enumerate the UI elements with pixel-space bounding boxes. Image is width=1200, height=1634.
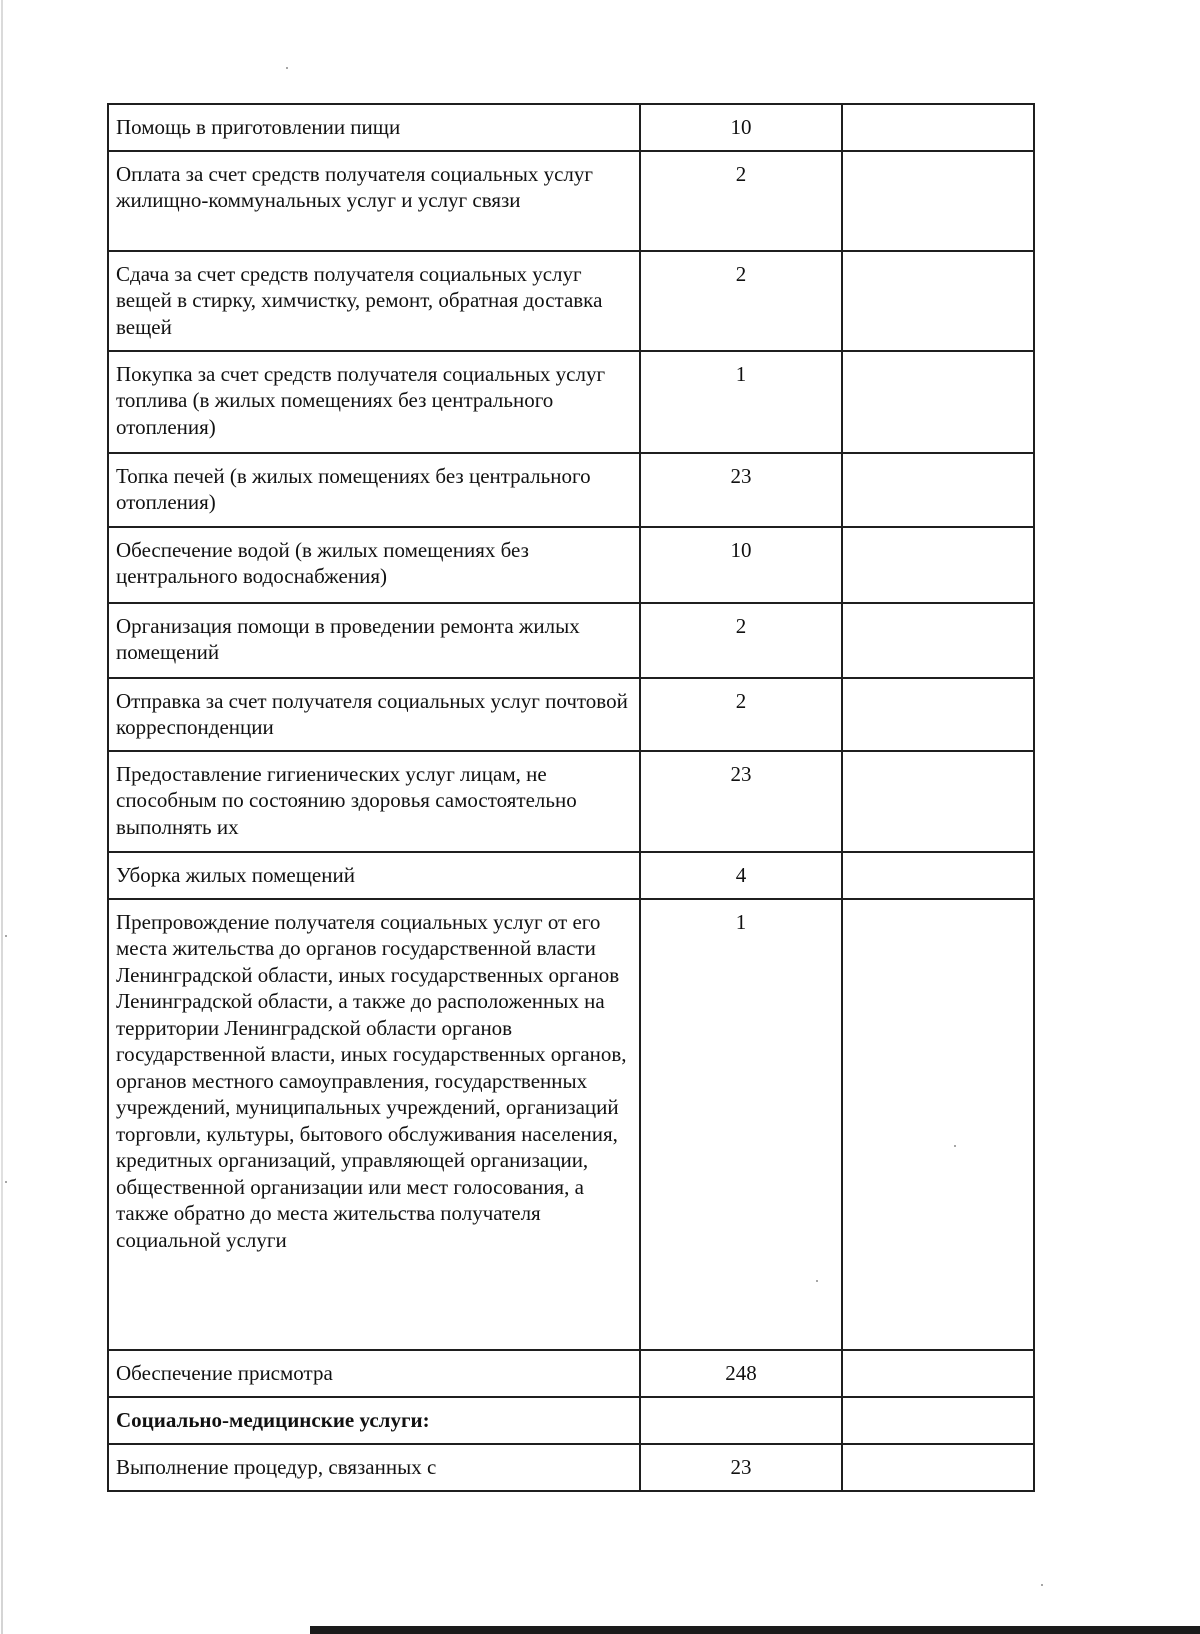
scan-bottom-edge	[310, 1626, 1200, 1634]
service-count-cell: 1	[640, 351, 842, 453]
service-name-cell: Препровождение получателя социальных услуг от его места жительства до органов государственной власти Ленинградской области, иных государственных органов Ленинградской области, а также до расположенных на территории Ленинградской области органов государственной власти, иных государственных органов, органов местного самоуправления, государственных учреждений, муниципальных учреждений, организаций торговли, культуры, бытового обслуживания населения, кредитных организаций, управляющей организации, общественной организации или мест голосования, а также обратно до места жительства получателя социальной услуги	[108, 899, 640, 1350]
table-row	[108, 678, 1034, 751]
table-row	[108, 351, 1034, 453]
table-row	[108, 1350, 1034, 1397]
service-count-cell: 1	[640, 899, 842, 1350]
service-count-cell: 2	[640, 678, 842, 751]
service-count-cell: 23	[640, 1444, 842, 1491]
service-name-cell: Уборка жилых помещений	[108, 852, 640, 899]
service-count-cell	[640, 1397, 842, 1444]
service-name-cell: Предоставление гигиенических услуг лицам, не способным по состоянию здоровья самостоятельно выполнять их	[108, 751, 640, 852]
table-row	[108, 1444, 1034, 1491]
service-count-cell: 10	[640, 527, 842, 603]
service-name-cell: Выполнение процедур, связанных с	[108, 1444, 640, 1491]
table-row	[108, 527, 1034, 603]
service-note-cell	[842, 751, 1034, 852]
table-row	[108, 104, 1034, 151]
table-row	[108, 453, 1034, 527]
service-count-cell: 2	[640, 603, 842, 678]
service-name-cell: Оплата за счет средств получателя социальных услуг жилищно-коммунальных услуг и услуг связи	[108, 151, 640, 251]
service-note-cell	[842, 1350, 1034, 1397]
service-name-cell: Топка печей (в жилых помещениях без центрального отопления)	[108, 453, 640, 527]
service-note-cell	[842, 1397, 1034, 1444]
service-count-cell: 248	[640, 1350, 842, 1397]
scan-speck	[1041, 1584, 1043, 1586]
table-row	[108, 151, 1034, 251]
table-row	[108, 751, 1034, 852]
service-name-cell: Организация помощи в проведении ремонта жилых помещений	[108, 603, 640, 678]
section-header-row	[108, 1397, 1034, 1444]
service-note-cell	[842, 899, 1034, 1350]
service-count-cell: 10	[640, 104, 842, 151]
service-count-cell: 2	[640, 151, 842, 251]
scan-speck	[5, 1181, 7, 1183]
service-note-cell	[842, 453, 1034, 527]
service-name-cell: Покупка за счет средств получателя социальных услуг топлива (в жилых помещениях без центрального отопления)	[108, 351, 640, 453]
table-row	[108, 251, 1034, 351]
service-name-cell: Помощь в приготовлении пищи	[108, 104, 640, 151]
services-table	[107, 103, 1035, 1492]
service-note-cell	[842, 678, 1034, 751]
service-name-cell: Обеспечение присмотра	[108, 1350, 640, 1397]
scan-speck	[286, 67, 288, 69]
service-note-cell	[842, 104, 1034, 151]
service-note-cell	[842, 151, 1034, 251]
service-count-cell: 23	[640, 751, 842, 852]
section-title-cell: Социально-медицинские услуги:	[108, 1397, 640, 1444]
scan-speck	[5, 935, 7, 937]
table-row	[108, 603, 1034, 678]
service-count-cell: 23	[640, 453, 842, 527]
service-note-cell	[842, 527, 1034, 603]
service-note-cell	[842, 1444, 1034, 1491]
table-row	[108, 899, 1034, 1350]
service-note-cell	[842, 852, 1034, 899]
service-note-cell	[842, 603, 1034, 678]
service-note-cell	[842, 251, 1034, 351]
scan-left-edge	[1, 0, 3, 1634]
service-count-cell: 4	[640, 852, 842, 899]
service-name-cell: Обеспечение водой (в жилых помещениях без центрального водоснабжения)	[108, 527, 640, 603]
service-name-cell: Сдача за счет средств получателя социальных услуг вещей в стирку, химчистку, ремонт, обратная доставка вещей	[108, 251, 640, 351]
service-count-cell: 2	[640, 251, 842, 351]
service-name-cell: Отправка за счет получателя социальных услуг почтовой корреспонденции	[108, 678, 640, 751]
service-note-cell	[842, 351, 1034, 453]
table-row	[108, 852, 1034, 899]
